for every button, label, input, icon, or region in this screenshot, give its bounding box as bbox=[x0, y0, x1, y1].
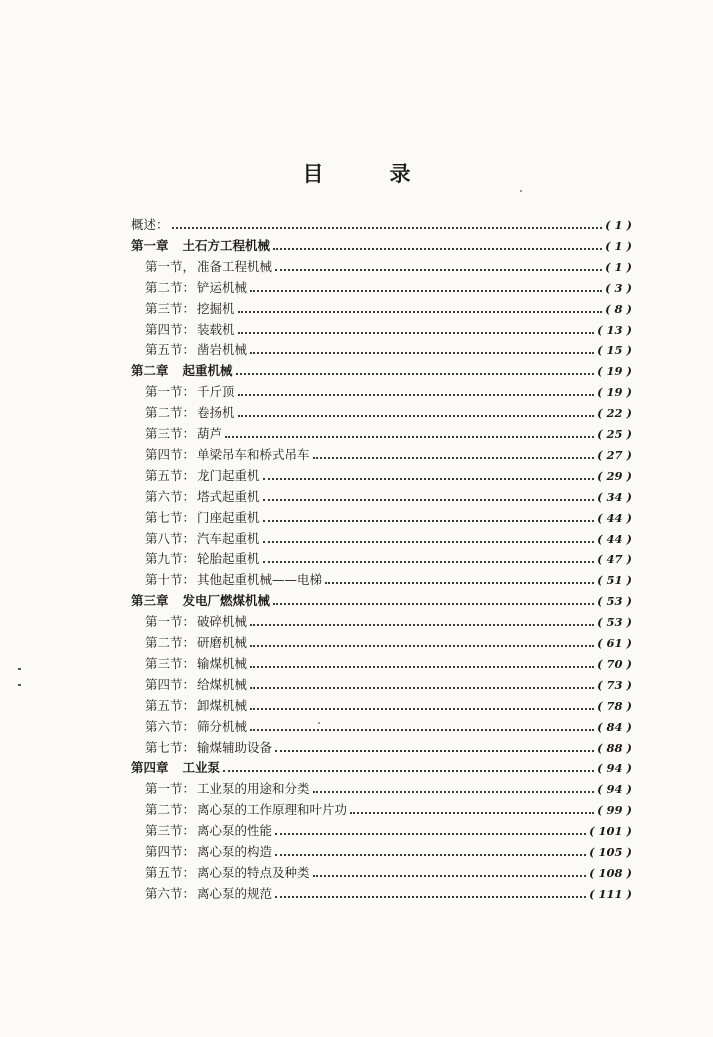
toc-entry-title: 研磨机械 bbox=[197, 635, 248, 650]
scan-speck bbox=[520, 190, 522, 192]
toc-entry-label bbox=[145, 657, 247, 671]
dot-leader bbox=[250, 708, 594, 710]
toc-section-row bbox=[145, 672, 632, 692]
toc-entry-title: 筛分机械 bbox=[197, 718, 248, 734]
toc-page-number: ( 94 ) bbox=[597, 782, 632, 797]
dot-leader bbox=[313, 791, 595, 793]
toc-chapter-row bbox=[131, 755, 632, 775]
toc-entry-label bbox=[145, 636, 247, 650]
dot-leader bbox=[325, 582, 594, 584]
toc-page-number: ( 19 ) bbox=[597, 385, 632, 400]
toc-entry-label bbox=[145, 552, 260, 566]
toc-entry-label bbox=[145, 469, 260, 483]
toc-entry-number: 第二节： bbox=[145, 405, 196, 421]
toc-section-row bbox=[145, 797, 632, 817]
toc-entry-title: 卷扬机 bbox=[197, 405, 235, 421]
toc-entry-number: 第十节： bbox=[145, 572, 196, 588]
toc-entry-label bbox=[145, 573, 322, 587]
toc-section-row bbox=[145, 818, 632, 838]
toc-page-number: ( 99 ) bbox=[597, 803, 632, 818]
toc-page-number: ( 105 ) bbox=[589, 845, 632, 859]
toc-entry-label bbox=[131, 761, 220, 775]
toc-page-number: ( 1 ) bbox=[605, 238, 632, 253]
toc-entry-number: 第五节： bbox=[145, 697, 196, 713]
toc-entry-number: 第八节： bbox=[145, 530, 196, 546]
toc-section-row bbox=[145, 526, 632, 546]
toc-entry-label bbox=[145, 448, 310, 462]
toc-page-number: ( 101 ) bbox=[589, 824, 632, 839]
toc-entry-title: 门座起重机 bbox=[197, 509, 260, 525]
toc-entry-number: 第三节： bbox=[145, 300, 196, 316]
toc-entry-title: 单梁吊车和桥式吊车 bbox=[197, 446, 310, 462]
toc-section-row bbox=[145, 714, 632, 734]
toc-entry-title: 龙门起重机 bbox=[197, 467, 260, 483]
toc-section-row bbox=[145, 275, 632, 295]
toc-entry-title: 起重机械 bbox=[182, 363, 233, 379]
toc-entry-title: 工业泵 bbox=[182, 760, 221, 776]
scan-mark bbox=[18, 684, 21, 686]
toc-page-number: ( 25 ) bbox=[597, 427, 632, 441]
toc-entry-title: 轮胎起重机 bbox=[197, 551, 260, 567]
dot-leader bbox=[350, 812, 594, 814]
toc-section-row bbox=[145, 630, 632, 650]
toc-entry-number: 第五节： bbox=[145, 467, 196, 483]
toc-entry-title: 给煤机械 bbox=[197, 676, 248, 692]
toc-entry-title: 输煤机械 bbox=[197, 655, 248, 671]
toc-entry-title: 离心泵的工作原理和叶片功 bbox=[197, 802, 348, 818]
dot-leader bbox=[275, 269, 602, 271]
toc-entry-number: 第三节： bbox=[145, 823, 196, 839]
toc-entry-title: 工业泵的用途和分类 bbox=[197, 781, 310, 797]
toc-entry-number: 第四节： bbox=[145, 446, 196, 462]
dot-leader bbox=[263, 541, 595, 543]
toc-page-number: ( 53 ) bbox=[597, 615, 632, 630]
dot-leader bbox=[273, 248, 602, 250]
toc-entry-number: 第四节： bbox=[145, 676, 196, 692]
toc-section-row bbox=[145, 567, 632, 587]
toc-entry-title: 离心泵的规范 bbox=[197, 885, 273, 901]
toc-section-row bbox=[145, 776, 632, 796]
toc-entry-number: 第二节： bbox=[145, 279, 196, 295]
toc-entry-title: 离心泵的性能 bbox=[197, 823, 273, 839]
dot-leader bbox=[273, 603, 594, 605]
toc-entry-label bbox=[131, 239, 270, 253]
toc-entry-number: 第九节： bbox=[145, 551, 196, 567]
toc-entry-title: 准备工程机械 bbox=[197, 258, 273, 274]
toc-entry-number: 第二节： bbox=[145, 802, 196, 818]
toc-entry-label bbox=[131, 364, 233, 378]
toc-entry-label bbox=[145, 406, 235, 420]
toc-entry-title: 塔式起重机 bbox=[197, 488, 260, 504]
toc-section-row bbox=[145, 442, 632, 462]
dot-leader bbox=[263, 520, 595, 522]
toc-entry-label bbox=[145, 678, 247, 692]
toc-entry-number: 第一节： bbox=[145, 781, 196, 797]
toc-entry-label bbox=[145, 845, 272, 859]
dot-leader bbox=[263, 478, 595, 480]
toc-entry-number: 第五节： bbox=[145, 864, 196, 880]
toc-entry-number: 第一节， bbox=[145, 258, 196, 274]
toc-entry-label bbox=[145, 260, 272, 274]
toc-entry-title: 葫芦 bbox=[197, 426, 223, 441]
toc-page-number: ( 13 ) bbox=[597, 322, 632, 337]
toc-entry-title: 挖掘机 bbox=[197, 300, 235, 316]
dot-leader bbox=[250, 645, 594, 647]
toc-section-row bbox=[145, 839, 632, 859]
dot-leader bbox=[223, 770, 594, 772]
toc-page-number: ( 70 ) bbox=[597, 656, 632, 671]
toc-entry-title: 离心泵的构造 bbox=[197, 844, 273, 859]
dot-leader bbox=[250, 666, 594, 668]
dot-leader bbox=[238, 332, 595, 334]
dot-leader bbox=[225, 436, 594, 438]
toc-entry-number: 第六节： bbox=[145, 718, 196, 734]
dot-leader bbox=[238, 311, 603, 313]
toc-entry-label bbox=[145, 343, 247, 357]
toc-section-row bbox=[145, 421, 632, 441]
toc-section-row bbox=[145, 505, 632, 525]
toc-page-number: ( 44 ) bbox=[597, 510, 632, 525]
toc-entry-number: 第六节： bbox=[145, 885, 196, 901]
toc-page-number: ( 94 ) bbox=[597, 761, 632, 776]
dot-leader bbox=[263, 499, 595, 501]
toc-entry-number: 第二章 bbox=[131, 363, 169, 379]
toc-entry-label bbox=[145, 720, 247, 734]
toc-entry-number: 第六节： bbox=[145, 488, 196, 504]
toc-section-row bbox=[145, 881, 632, 901]
toc-page-number: ( 51 ) bbox=[597, 573, 632, 588]
dot-leader bbox=[250, 624, 594, 626]
toc-page-number: ( 108 ) bbox=[589, 865, 632, 880]
toc-entry-label bbox=[131, 218, 169, 232]
toc-entry-label bbox=[145, 511, 260, 525]
toc-entry-label bbox=[145, 615, 247, 629]
toc-entry-title: 千斤顶 bbox=[197, 384, 235, 400]
toc-page-number: ( 27 ) bbox=[597, 447, 632, 462]
toc-entry-title: 输煤辅助设备 bbox=[197, 739, 273, 755]
dot-leader bbox=[238, 394, 595, 396]
dot-leader bbox=[275, 896, 586, 898]
toc-section-row bbox=[145, 546, 632, 566]
toc-chapter-row bbox=[131, 358, 632, 378]
dot-leader bbox=[250, 687, 594, 689]
toc-entry-title: 装载机 bbox=[197, 321, 235, 337]
toc-page-number: ( 53 ) bbox=[597, 594, 632, 609]
toc-entry-number: 第四节： bbox=[145, 321, 196, 337]
toc-page-number: ( 34 ) bbox=[597, 489, 632, 504]
toc-entry-label bbox=[145, 824, 272, 838]
toc-page-number: ( 8 ) bbox=[605, 301, 632, 316]
toc-chapter-row bbox=[131, 233, 632, 253]
toc-section-row bbox=[145, 463, 632, 483]
toc-entry-number: 第一节： bbox=[145, 384, 196, 400]
toc-page-number: ( 78 ) bbox=[597, 698, 632, 713]
toc-entry-title: 离心泵的特点及种类 bbox=[197, 864, 310, 880]
dot-leader bbox=[250, 352, 594, 354]
toc-section-row bbox=[145, 337, 632, 357]
toc-entry-label bbox=[145, 281, 247, 295]
toc-entry-label bbox=[145, 803, 347, 817]
toc-entry-label bbox=[145, 782, 310, 796]
toc-entry-number: 第一节： bbox=[145, 614, 196, 630]
toc-section-row bbox=[145, 860, 632, 880]
toc-entry-label bbox=[145, 866, 310, 880]
toc-page-number: ( 111 ) bbox=[589, 886, 632, 901]
toc-entry-label bbox=[145, 887, 272, 901]
toc-entry-number: 第七节： bbox=[145, 739, 196, 755]
toc-section-row bbox=[145, 651, 632, 671]
toc-section-row bbox=[145, 317, 632, 337]
dot-leader bbox=[250, 729, 594, 731]
dot-leader bbox=[275, 854, 586, 856]
toc-entry-title: 汽车起重机 bbox=[197, 530, 260, 546]
toc-page-number: ( 88 ) bbox=[597, 740, 632, 755]
toc-page-number: ( 22 ) bbox=[597, 406, 632, 421]
toc-page-number: ( 15 ) bbox=[597, 343, 632, 358]
scan-mark bbox=[18, 668, 21, 670]
toc-entry-label bbox=[145, 699, 247, 713]
page-title: 目录 bbox=[302, 162, 477, 186]
toc-section-row bbox=[145, 484, 632, 504]
dot-leader bbox=[250, 290, 602, 292]
dot-leader bbox=[263, 561, 595, 563]
toc-section-row bbox=[145, 400, 632, 420]
dot-leader bbox=[172, 227, 603, 229]
toc-entry-label bbox=[145, 427, 222, 441]
toc-entry-label bbox=[145, 385, 235, 399]
toc-section-row bbox=[145, 254, 632, 274]
toc-entry-number: 第三章 bbox=[131, 593, 169, 609]
toc-page-number: ( 1 ) bbox=[605, 218, 632, 232]
toc-entry-number: 第四节： bbox=[145, 844, 196, 859]
toc-page-number: ( 19 ) bbox=[597, 364, 632, 379]
scan-speck bbox=[318, 722, 320, 724]
toc-page-number: ( 73 ) bbox=[597, 677, 632, 692]
toc-section-row bbox=[145, 609, 632, 629]
toc-entry-title: 其他起重机械——电梯 bbox=[197, 572, 323, 588]
dot-leader bbox=[238, 415, 595, 417]
dot-leader bbox=[275, 750, 594, 752]
toc-entry-number: 第一章 bbox=[131, 237, 169, 253]
toc-entry-title: 破碎机械 bbox=[197, 614, 248, 630]
toc-entry-title: 铲运机械 bbox=[197, 279, 248, 295]
toc-entry-title: 土石方工程机械 bbox=[182, 237, 271, 253]
toc-entry-number: 第七节： bbox=[145, 509, 196, 525]
toc-entry-number: 第四章 bbox=[131, 760, 169, 776]
toc-entry-label bbox=[131, 594, 270, 608]
toc-entry-label bbox=[145, 323, 235, 337]
toc-section-row bbox=[145, 379, 632, 399]
toc-section-row bbox=[145, 735, 632, 755]
toc-entry-label bbox=[145, 532, 260, 546]
toc-entry-label bbox=[145, 490, 260, 504]
toc-page-number: ( 84 ) bbox=[597, 719, 632, 734]
toc-entry-number: 第三节： bbox=[145, 655, 196, 671]
toc-page-number: ( 44 ) bbox=[597, 531, 632, 546]
toc-section-row bbox=[145, 693, 632, 713]
toc-entry-title: 发电厂燃煤机械 bbox=[182, 593, 271, 609]
toc-entry-label bbox=[145, 302, 235, 316]
toc-entry-number: 第二节： bbox=[145, 635, 196, 650]
toc-entry-title: 凿岩机械 bbox=[197, 342, 248, 358]
toc-chapter-row bbox=[131, 588, 632, 608]
toc-entry-label bbox=[145, 741, 272, 755]
toc-page-number: ( 1 ) bbox=[605, 259, 632, 274]
toc-page-number: ( 61 ) bbox=[597, 636, 632, 650]
dot-leader bbox=[275, 833, 586, 835]
dot-leader bbox=[313, 457, 595, 459]
toc-intro-row bbox=[131, 212, 632, 232]
dot-leader bbox=[313, 875, 587, 877]
toc-page-number: ( 29 ) bbox=[597, 468, 632, 483]
dot-leader bbox=[236, 373, 595, 375]
toc-page-number: ( 47 ) bbox=[597, 552, 632, 567]
toc-section-row bbox=[145, 296, 632, 316]
toc-page-number: ( 3 ) bbox=[605, 280, 632, 295]
toc-entry-number: 第三节： bbox=[145, 426, 196, 441]
toc-entry-number: 概述： bbox=[131, 217, 169, 232]
toc-entry-title: 卸煤机械 bbox=[197, 697, 248, 713]
toc-entry-number: 第五节： bbox=[145, 342, 196, 358]
